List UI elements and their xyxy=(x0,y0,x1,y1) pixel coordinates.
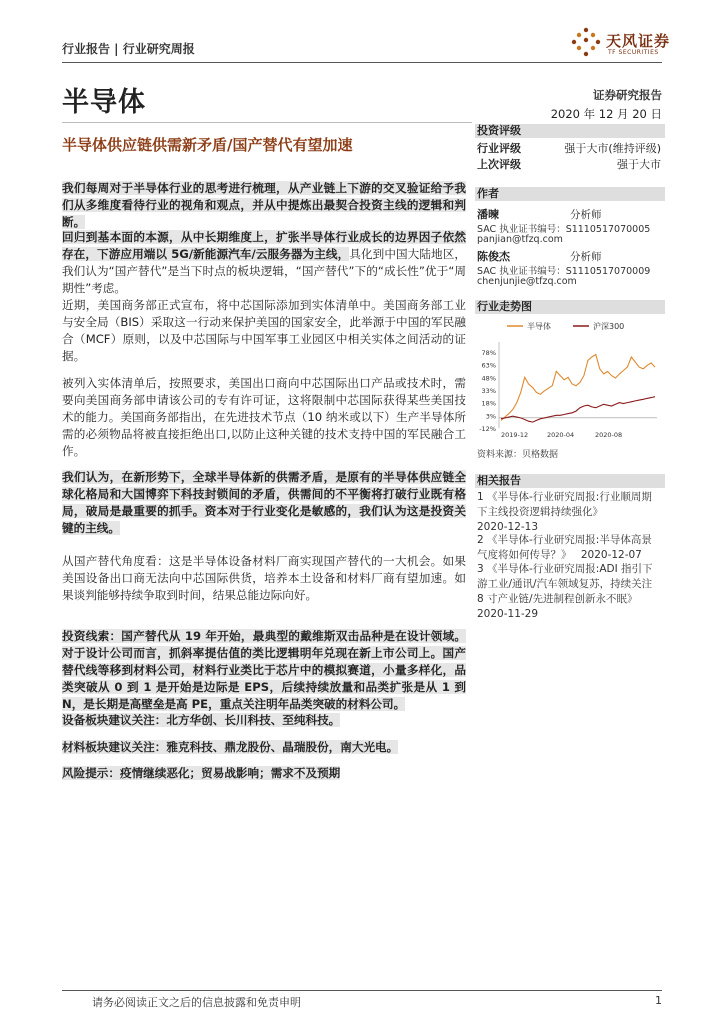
trend-chart-svg xyxy=(477,316,663,440)
header-rule xyxy=(62,62,662,63)
y-tick-label: 18% xyxy=(481,399,496,408)
logo-text-en: TF SECURITIES xyxy=(608,49,659,56)
equipment-paragraph xyxy=(62,712,466,729)
investment-text: 投资线索：国产替代从 19 年开始，最典型的戴维斯双击品种是在设计领域。对于设计公司而言，抓斜率提估值的类比逻辑明年兑现在新上市公司上。国产替代线等移到材料公司，材料行业类比于芯片中的模拟赛道，小量多样化，品类突破从 0 到 1 是开始是边际是 EPS，后续持续放量和品类扩张是从 1 到 N，是长期是高壁垒是高 PE，重点关注明年品类突破的材料公司。 xyxy=(62,629,466,711)
fundamental-bold-text: 回归到基本面的本源，从中长期维度上，扩张半导体行业成长的边界因子依然存在，下游应用端以 5G/新能源汽车/云服务器为主线， xyxy=(62,230,466,261)
material-paragraph xyxy=(62,739,466,756)
legend-label: 沪深300 xyxy=(593,322,625,331)
x-tick-label: 2020-04 xyxy=(547,431,575,439)
prev-rating-value: 强于大市 xyxy=(617,158,661,171)
report-date: 2020 年 12 月 20 日 xyxy=(550,107,662,121)
industry-rating-value: 强于大市(维持评级) xyxy=(564,142,661,155)
y-tick-label: -12% xyxy=(479,425,496,433)
equipment-text: 设备板块建议关注：北方华创、长川科技、至纯科技。 xyxy=(62,713,341,727)
risk-paragraph xyxy=(62,765,466,782)
tf-logo-mark-icon xyxy=(568,26,604,60)
tf-securities-logo xyxy=(568,26,688,62)
author-email[interactable]: panjian@tfzq.com xyxy=(477,234,563,245)
industry-trend-chart xyxy=(477,316,663,440)
series-line xyxy=(501,397,655,422)
view-text: 我们认为，在新形势下，全球半导体新的供需矛盾，是原有的半导体供应链全球化格局和大国博弈下科技封锁间的矛盾，供需间的不平衡将打破行业既有格局，破局是最重要的抓手。资本对于行业变化是敏感的，我们认为这是投资关键的主线。 xyxy=(62,470,466,535)
x-tick-label: 2019-12 xyxy=(501,431,529,439)
risk-text: 风险提示：疫情继续恶化；贸易战影响；需求不及预期 xyxy=(62,766,341,780)
report-type: 行业报告 | 行业研究周报 xyxy=(62,42,195,56)
sector-title: 半导体 xyxy=(62,87,146,118)
investment-paragraph xyxy=(62,628,466,713)
author-role: 分析师 xyxy=(570,251,602,263)
entity-list-paragraph: 被列入实体清单后，按照要求，美国出口商向中芯国际出口产品或技术时，需要向美国商务部申请该公司的专有许可证，这将限制中芯国际获得某些美国技术的能力。美国商务部指出，在先进技术节点（10 纳米或以下）生产半导体所需的必须物品将被直接拒绝出口,以防止这种关键的技术支持中国的军民融合工作。 xyxy=(62,376,466,458)
author-cert: SAC 执业证书编号：S1110517070009 xyxy=(477,266,651,277)
chart-source: 资料来源：贝格数据 xyxy=(477,450,559,460)
footer-rule xyxy=(62,990,662,991)
y-tick-label: 33% xyxy=(481,386,496,395)
industry-rating-label: 行业评级 xyxy=(477,142,521,155)
author-role: 分析师 xyxy=(570,209,602,221)
series-line xyxy=(501,355,655,421)
related-report-title[interactable]: 3 《半导体-行业研究周报:ADI 指引下游工业/通讯/汽车领域复苏，持续关注 8 寸产业链/先进制程创新永不眠》 xyxy=(477,563,653,605)
related-report-item[interactable] xyxy=(477,533,661,563)
related-report-item[interactable] xyxy=(477,562,661,622)
prev-rating-row xyxy=(477,157,663,173)
industry-rating-row xyxy=(477,141,663,157)
y-tick-label: 63% xyxy=(481,361,496,370)
summary-text: 我们每周对于半导体行业的思考进行梳理，从产业链上下游的交叉验证给予我们从多维度看待行业的视角和观点，并从中提炼出最契合投资主线的逻辑和判断。 xyxy=(62,181,466,229)
author-name: 潘暕 xyxy=(477,208,499,221)
x-tick-label: 2020-08 xyxy=(595,431,623,439)
report-kind: 证券研究报告 xyxy=(593,88,662,102)
y-tick-label: 3% xyxy=(485,412,496,421)
related-report-date: 2020-12-13 xyxy=(477,521,539,533)
y-tick-label: 78% xyxy=(481,348,496,357)
page-number: 1 xyxy=(655,994,662,1007)
authors-section-title: 作者 xyxy=(475,187,665,201)
prev-rating-label: 上次评级 xyxy=(477,158,521,171)
related-report-date: 2020-11-29 xyxy=(477,608,539,620)
logo-text-cn: 天风证券 xyxy=(606,32,671,50)
author-cert: SAC 执业证书编号：S1110517070005 xyxy=(477,224,651,235)
domestic-paragraph: 从国产替代角度看：这是半导体设备材料厂商实现国产替代的一大机会。如果美国设备出口商无法向中芯国际供货，培养本土设备和材料厂商有望加速。如果谈判能够持续争取到时间，结果总能边际向好。 xyxy=(62,554,466,602)
material-text: 材料板块建议关注：雅克科技、鼎龙股份、晶瑞股份，南大光电。 xyxy=(62,740,399,754)
y-tick-label: 48% xyxy=(481,374,496,383)
chart-section-title: 行业走势图 xyxy=(475,300,665,314)
author-name: 陈俊杰 xyxy=(477,250,510,263)
related-report-title[interactable]: 1 《半导体-行业研究周报:行业顺周期下主线投资逻辑持续强化》 xyxy=(477,491,652,518)
rating-section-title: 投资评级 xyxy=(475,124,665,138)
related-report-title[interactable]: 2 《半导体-行业研究周报:半导体高景气度将如何传导？》 xyxy=(477,534,652,561)
summary-paragraph xyxy=(62,180,466,231)
headline: 半导体供应链供需新矛盾/国产替代有望加速 xyxy=(62,136,353,154)
title-rule xyxy=(62,122,472,123)
fundamental-text: 具化到中国大陆地区，我们认为“国产替代”是当下时点的板块逻辑，“国产替代”下的“成长性”优于“周期性”考虑。 xyxy=(62,247,466,295)
fundamental-paragraph xyxy=(62,229,466,297)
news-paragraph: 近期，美国商务部正式宣布，将中芯国际添加到实体清单中。美国商务部工业与安全局（BIS）采取这一行动来保护美国的国家安全，此举源于中国的军民融合（MCF）原则，以及中芯国际与中国军事工业园区中相关实体之间活动的证据。 xyxy=(62,298,466,363)
footer-disclaimer[interactable]: 请务必阅读正文之后的信息披露和免责申明 xyxy=(92,996,301,1009)
view-paragraph xyxy=(62,469,466,537)
related-section-title: 相关报告 xyxy=(475,474,665,488)
related-report-item[interactable] xyxy=(477,490,661,535)
legend-label: 半导体 xyxy=(527,322,551,331)
author-email[interactable]: chenjunjie@tfzq.com xyxy=(477,276,577,287)
related-report-date: 2020-12-07 xyxy=(580,549,642,561)
